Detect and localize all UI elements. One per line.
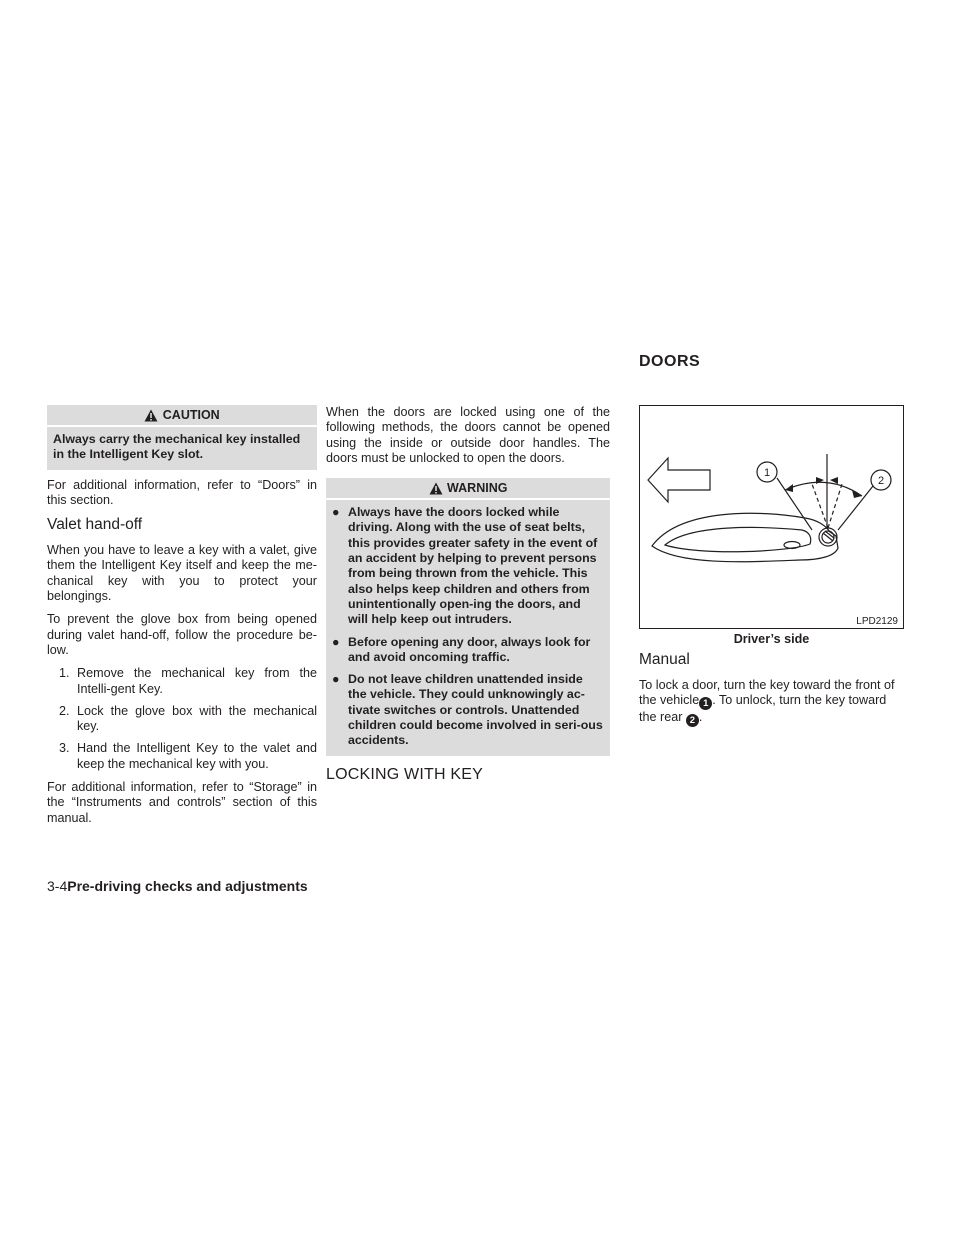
section-title: DOORS bbox=[639, 353, 701, 370]
figure-caption: Driver’s side bbox=[733, 632, 810, 646]
caution-label: CAUTION bbox=[162, 408, 220, 422]
valet-steps bbox=[47, 666, 317, 772]
door-handle-illustration bbox=[640, 406, 903, 628]
locking-intro: When the doors are locked using one of the following methods, the doors cannot be opened using the inside or outside door handles. The doors must be unlocked to open the doors. bbox=[326, 405, 610, 465]
valet-paragraph-1: When you have to leave a key with a valet, give them the Intelligent Key itself and keep the me-chanical key with you to protect your belongings. bbox=[47, 543, 317, 604]
list-item bbox=[47, 741, 317, 772]
callout-2-label: 2 bbox=[877, 475, 885, 487]
middle-column bbox=[326, 405, 610, 793]
warning-box bbox=[326, 478, 610, 755]
page-number: 3-4 bbox=[47, 878, 68, 894]
right-column bbox=[639, 651, 907, 735]
step-number: 1. bbox=[59, 666, 70, 681]
door-handle-figure bbox=[639, 405, 904, 629]
left-column bbox=[47, 405, 317, 834]
warning-item-text: Do not leave children unattended inside the vehicle. They could unknowingly ac-tivate switches or controls. Unattended children could become involved in seri-ous accidents. bbox=[348, 672, 603, 748]
front-arrow-icon bbox=[648, 458, 710, 502]
warning-item-text: Before opening any door, always look for and avoid oncoming traffic. bbox=[348, 634, 591, 664]
page-footer bbox=[47, 878, 308, 894]
info-storage: For additional information, refer to “Storage” in the “Instruments and controls” section of this manual. bbox=[47, 780, 317, 825]
list-item: ● Do not leave children unattended inside the vehicle. They could unknowingly ac-tivate switches or controls. Unattended children could become involved in seri-ous accidents. bbox=[332, 672, 603, 748]
info-doors: For additional information, refer to “Doors” in this section. bbox=[47, 477, 317, 507]
step-number: 3. bbox=[59, 741, 70, 756]
manual-text: To lock a door, turn the key toward the front of the vehicle 1 . To unlock, turn the key toward the rear 2 . bbox=[639, 678, 895, 727]
marker-1-icon: 1 bbox=[699, 697, 712, 710]
list-item: ● Always have the doors locked while driving. Along with the use of seat belts, this provides greater safety in the event of an accident by helping to prevent persons from being thrown from the vehicle. This also helps keep children and others from unintentionally open-ing the doors, and will help keep out intruders. bbox=[332, 505, 598, 627]
figure-code: LPD2129 bbox=[856, 616, 898, 627]
warning-label: WARNING bbox=[447, 481, 508, 496]
step-text: Remove the mechanical key from the Intelli-gent Key. bbox=[77, 666, 317, 696]
manual-heading: Manual bbox=[639, 651, 690, 668]
warning-item-text: Always have the doors locked while driving. Along with the use of seat belts, this provides greater safety in the event of an accident by helping to prevent persons from being thrown from the vehicle. This also helps keep children and others from unintentionally open-ing the doors, and will help keep out intruders. bbox=[348, 505, 598, 627]
valet-heading: Valet hand-off bbox=[47, 516, 143, 534]
caution-box bbox=[47, 405, 317, 470]
caution-triangle-icon bbox=[144, 409, 158, 422]
caution-header bbox=[47, 405, 317, 427]
warning-triangle-icon bbox=[429, 482, 443, 495]
chapter-title: Pre-driving checks and adjustments bbox=[67, 878, 308, 894]
list-item bbox=[47, 704, 317, 735]
step-text: Lock the glove box with the mechanical key. bbox=[77, 703, 317, 734]
warning-header bbox=[326, 478, 610, 500]
locking-heading: LOCKING WITH KEY bbox=[326, 765, 483, 783]
caution-text: Always carry the mechanical key installed in the Intelligent Key slot. bbox=[53, 432, 301, 462]
step-number: 2. bbox=[59, 703, 70, 718]
warning-body bbox=[326, 500, 610, 755]
list-item bbox=[47, 666, 317, 697]
step-text: Hand the Intelligent Key to the valet and keep the mechanical key with you. bbox=[77, 741, 317, 771]
marker-2-icon: 2 bbox=[686, 714, 699, 727]
valet-paragraph-2: To prevent the glove box from being opened during valet hand-off, follow the procedure be-low. bbox=[47, 612, 317, 657]
callout-1-label: 1 bbox=[763, 467, 771, 479]
list-item: ● Before opening any door, always look for and avoid oncoming traffic. bbox=[332, 634, 591, 664]
